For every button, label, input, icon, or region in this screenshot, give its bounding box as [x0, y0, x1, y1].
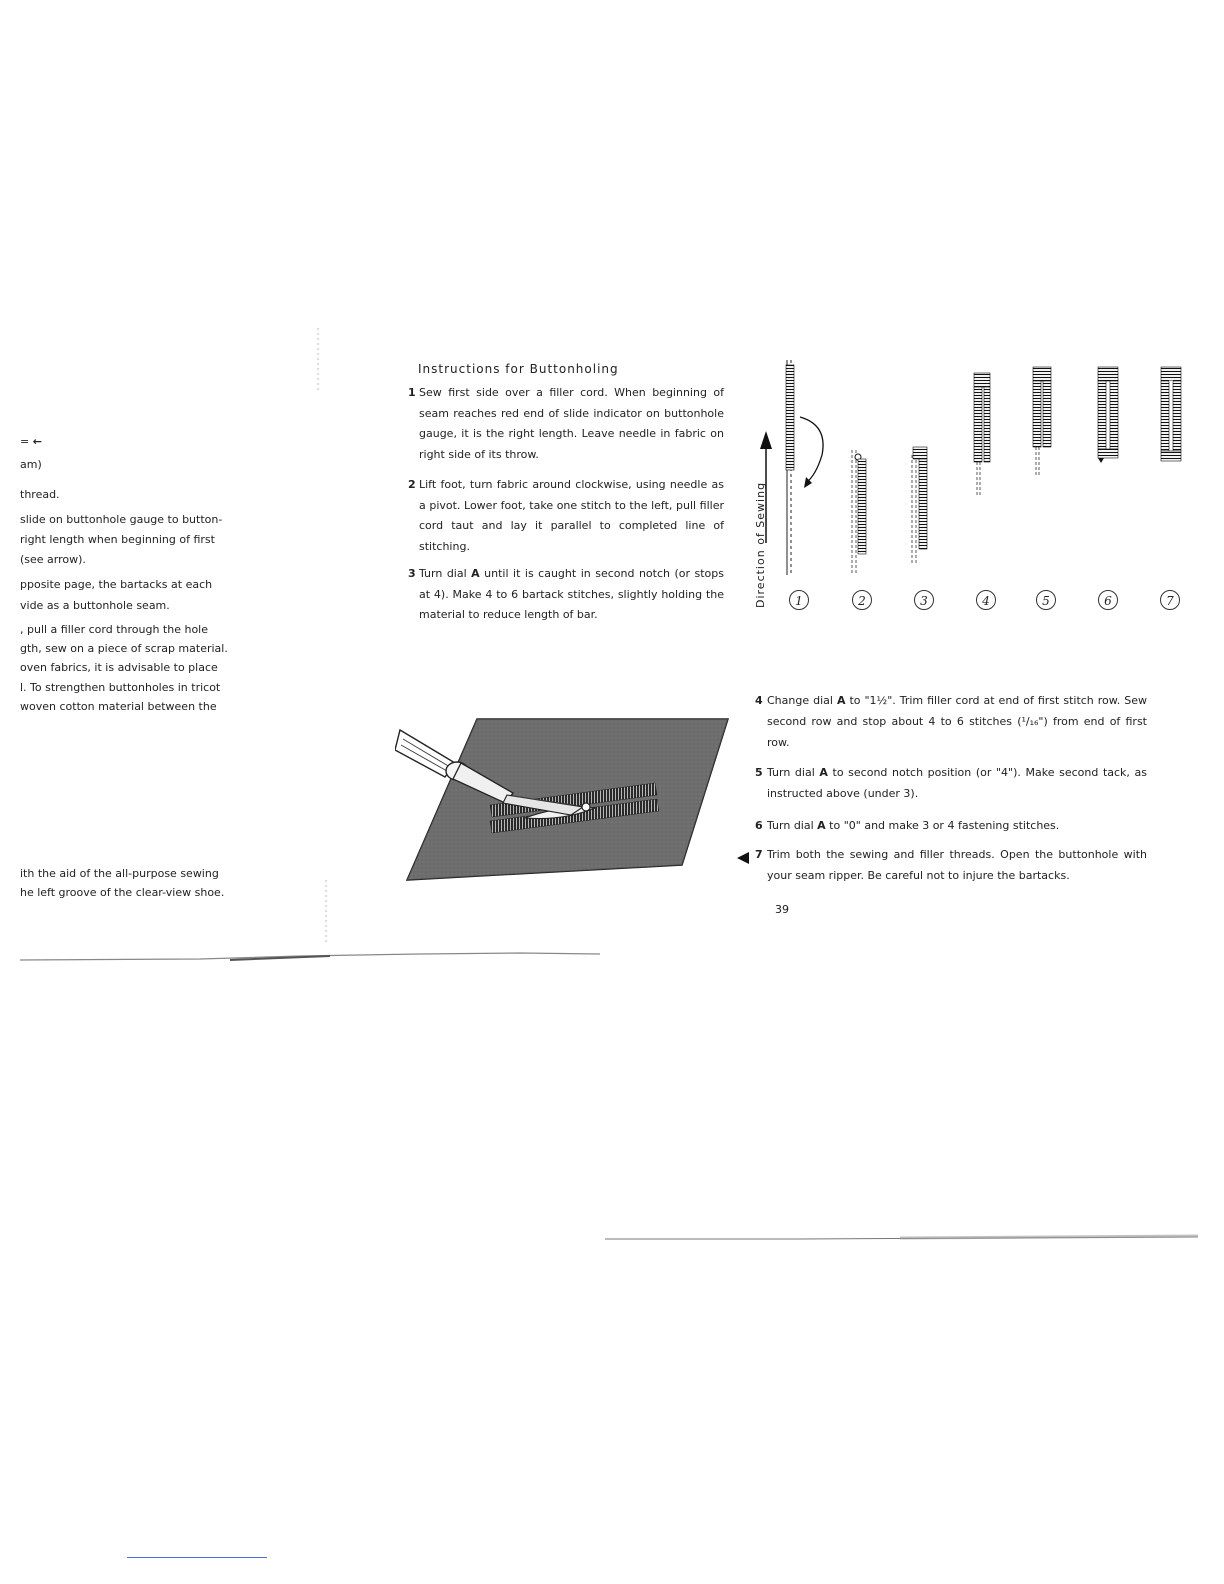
left-page-line: woven cotton material between the — [20, 700, 217, 713]
step-2: 2 Lift foot, turn fabric around clockwise, using needle as a pivot. Lower foot, take one stitch to the left, pull filler cord taut and lay it parallel to completed line of stitching. — [408, 478, 724, 553]
step-5: 5 Turn dial A to second notch position (or "4"). Make second tack, as instructed above (under 3). — [755, 766, 1147, 800]
figure-number: 1 — [789, 590, 809, 610]
buttonhole-illustration — [395, 705, 735, 890]
dial-label: A — [836, 694, 846, 707]
step-1: 1 Sew first side over a filler cord. When beginning of seam reaches red end of slide indicator on buttonhole gauge, it is the right length. Leave needle in fabric on right side of its throw. — [408, 386, 724, 461]
step-3: 3 Turn dial A until it is caught in second notch (or stops at 4). Make 4 to 6 bartack stitches, slightly holding the material to reduce length of bar. — [408, 567, 724, 621]
left-page-line: pposite page, the bartacks at each — [20, 578, 213, 591]
scan-edge-line — [600, 1230, 1200, 1244]
step-7: 7 Trim both the sewing and filler threads. Open the buttonhole with your seam ripper. Be careful not to injure the bartacks. — [755, 848, 1147, 882]
page-number: 39 — [775, 903, 789, 916]
left-page-line: (see arrow). — [20, 553, 86, 566]
dial-label: A — [819, 766, 828, 779]
blue-rule-line — [127, 1557, 267, 1558]
figure-number: 3 — [914, 590, 934, 610]
figure-number: 4 — [976, 590, 996, 610]
left-page-line: ith the aid of the all-purpose sewing — [20, 867, 219, 880]
left-page-line: am) — [20, 458, 42, 471]
page-title: Instructions for Buttonholing — [418, 362, 619, 376]
left-page-line: gth, sew on a piece of scrap material. — [20, 642, 228, 655]
dial-label: A — [817, 819, 826, 832]
left-page-line: vide as a buttonhole seam. — [20, 599, 170, 612]
left-page-line: = ← — [20, 435, 42, 448]
left-page-line: slide on buttonhole gauge to button- — [20, 513, 223, 526]
direction-of-sewing-label: Direction of Sewing — [754, 481, 767, 608]
left-page-line: , pull a filler cord through the hole — [20, 623, 208, 636]
left-page-line: oven fabrics, it is advisable to place — [20, 661, 218, 674]
figure-number: 7 — [1160, 590, 1180, 610]
left-page-line: right length when beginning of first — [20, 533, 215, 546]
figure-number: 5 — [1036, 590, 1056, 610]
stitch-sequence-diagram — [740, 355, 1200, 585]
figure-number: 2 — [852, 590, 872, 610]
figure-number: 6 — [1098, 590, 1118, 610]
left-page-line: l. To strengthen buttonholes in tricot — [20, 681, 221, 694]
left-page-line: thread. — [20, 488, 60, 501]
arrow-left-icon: ← — [32, 435, 42, 448]
triangle-left-icon — [736, 851, 750, 865]
step-6: 6 Turn dial A to "0" and make 3 or 4 fastening stitches. — [755, 819, 1060, 832]
left-page-line: he left groove of the clear-view shoe. — [20, 886, 225, 899]
step-4: 4 Change dial A to "1½". Trim filler cord at end of first stitch row. Sew second row and stop about 4 to 6 stitches (¹/₁₆") from end of first row. — [755, 694, 1147, 749]
dial-label: A — [471, 567, 480, 580]
